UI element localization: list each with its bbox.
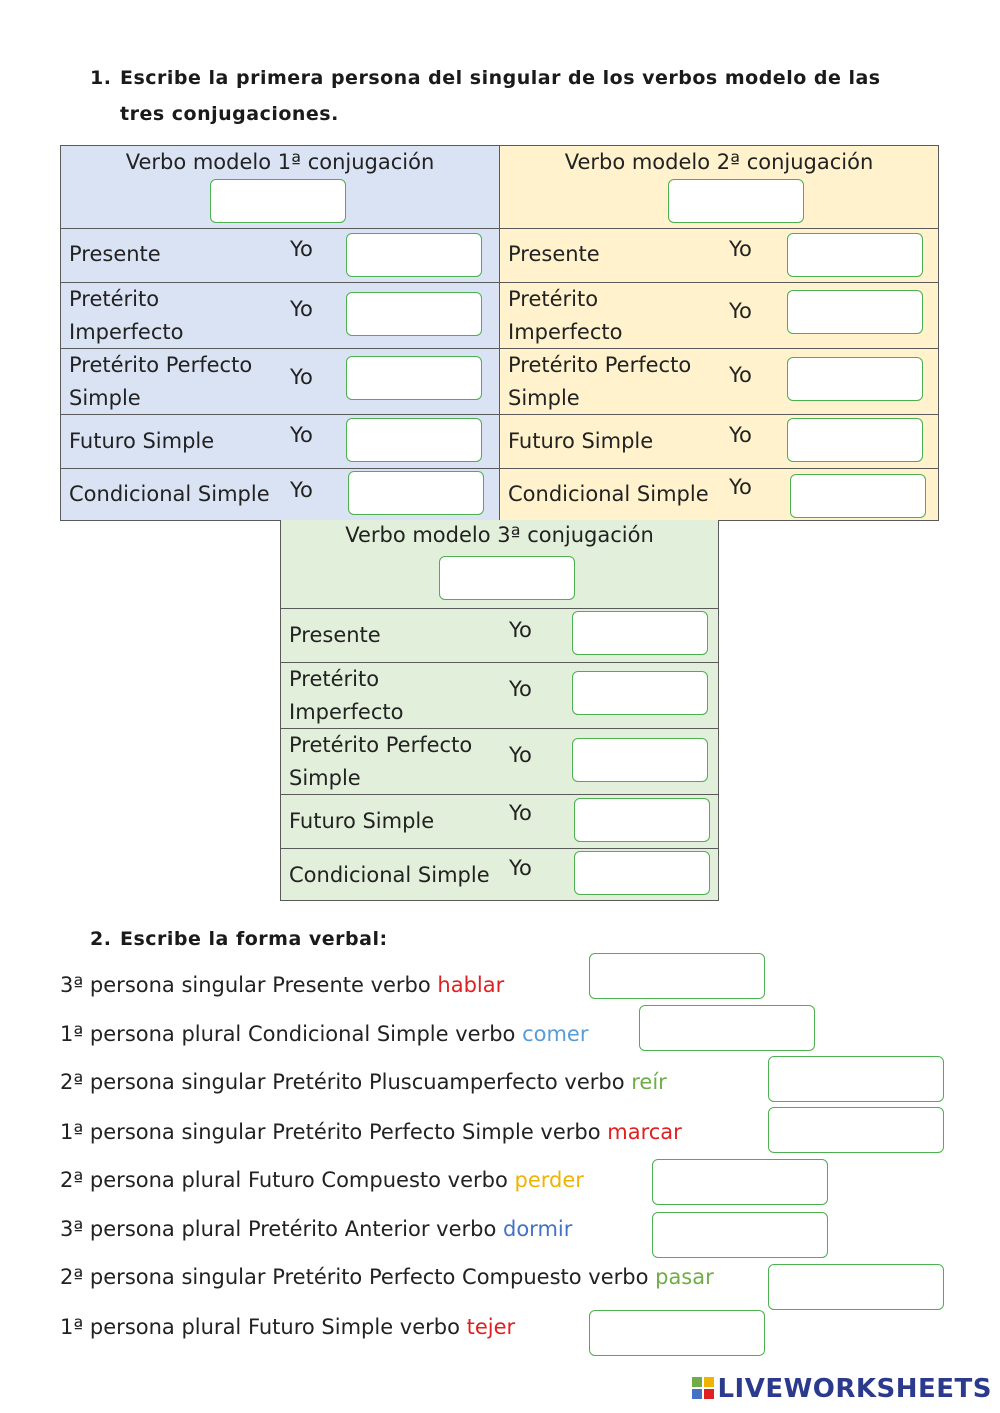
watermark-text: LIVEWORKSHEETS xyxy=(717,1374,992,1404)
answer-input[interactable] xyxy=(589,1310,765,1356)
answer-input[interactable] xyxy=(790,474,926,518)
list-item xyxy=(60,1022,588,1046)
item-prompt: 2ª persona plural Futuro Compuesto verbo xyxy=(60,1168,515,1192)
answer-input[interactable] xyxy=(346,233,482,277)
tense-label: Pretérito Imperfecto xyxy=(508,287,623,344)
answer-input[interactable] xyxy=(348,471,484,515)
tense-label: Presente xyxy=(69,242,161,266)
pronoun-label: Yo xyxy=(290,237,313,261)
answer-input[interactable] xyxy=(768,1107,944,1153)
table-header xyxy=(61,146,499,228)
list-item xyxy=(60,1120,682,1144)
answer-input[interactable] xyxy=(346,356,482,400)
exercise-1-heading xyxy=(90,60,930,132)
table-title: Verbo modelo 1ª conjugación xyxy=(125,150,435,174)
model-verb-input[interactable] xyxy=(439,556,575,600)
tense-label: Futuro Simple xyxy=(69,429,215,453)
exercise-1-instruction: Escribe la primera persona del singular de los verbos modelo de las tres conjugaciones. xyxy=(120,67,881,125)
item-prompt: 3ª persona singular Presente verbo xyxy=(60,973,438,997)
answer-input[interactable] xyxy=(572,738,708,782)
answer-input[interactable] xyxy=(572,671,708,715)
tense-label: Futuro Simple xyxy=(508,429,654,453)
item-verb: hablar xyxy=(437,973,505,997)
list-item xyxy=(60,1315,515,1339)
item-verb: comer xyxy=(522,1022,589,1046)
item-verb: perder xyxy=(514,1168,584,1192)
table-row xyxy=(500,414,938,468)
answer-input[interactable] xyxy=(639,1005,815,1051)
item-prompt: 2ª persona singular Pretérito Perfecto Compuesto verbo xyxy=(60,1265,656,1289)
tense-label: Presente xyxy=(289,623,381,647)
pronoun-label: Yo xyxy=(509,677,532,701)
answer-input[interactable] xyxy=(574,798,710,842)
list-item xyxy=(60,1168,584,1192)
table-row xyxy=(281,662,718,728)
table-row xyxy=(61,348,499,414)
table-header xyxy=(281,520,718,608)
table-row xyxy=(500,348,938,414)
answer-input[interactable] xyxy=(346,292,482,336)
answer-input[interactable] xyxy=(572,611,708,655)
answer-input[interactable] xyxy=(787,290,923,334)
tense-label: Presente xyxy=(508,242,600,266)
list-item xyxy=(60,1217,572,1241)
item-prompt: 1ª persona singular Pretérito Perfecto Simple verbo xyxy=(60,1120,608,1144)
pronoun-label: Yo xyxy=(729,423,752,447)
liveworksheets-watermark xyxy=(691,1374,992,1404)
tense-label: Pretérito Imperfecto xyxy=(69,287,184,344)
tense-label: Condicional Simple xyxy=(289,863,490,887)
table-row xyxy=(61,468,499,522)
table-second-conjugation xyxy=(499,145,939,521)
answer-input[interactable] xyxy=(787,418,923,462)
tense-label: Condicional Simple xyxy=(69,482,270,506)
table-row xyxy=(281,728,718,794)
model-verb-input[interactable] xyxy=(668,179,804,223)
table-row xyxy=(500,282,938,348)
tense-label: Pretérito Perfecto Simple xyxy=(289,733,473,790)
tense-label: Futuro Simple xyxy=(289,809,435,833)
pronoun-label: Yo xyxy=(729,363,752,387)
answer-input[interactable] xyxy=(787,233,923,277)
exercise-2-heading xyxy=(90,921,590,957)
pronoun-label: Yo xyxy=(290,297,313,321)
item-prompt: 1ª persona plural Condicional Simple verbo xyxy=(60,1022,523,1046)
table-title: Verbo modelo 2ª conjugación xyxy=(564,150,874,174)
table-row xyxy=(281,608,718,662)
tense-label: Pretérito Perfecto Simple xyxy=(508,353,692,410)
item-verb: pasar xyxy=(655,1265,714,1289)
item-prompt: 2ª persona singular Pretérito Pluscuamperfecto verbo xyxy=(60,1070,632,1094)
table-third-conjugation xyxy=(280,520,719,901)
model-verb-input[interactable] xyxy=(210,179,346,223)
tense-label: Condicional Simple xyxy=(508,482,709,506)
table-header xyxy=(500,146,938,228)
pronoun-label: Yo xyxy=(729,475,752,499)
pronoun-label: Yo xyxy=(509,743,532,767)
table-title: Verbo modelo 3ª conjugación xyxy=(345,523,654,547)
tense-label: Pretérito Imperfecto xyxy=(289,667,404,724)
answer-input[interactable] xyxy=(574,851,710,895)
table-row xyxy=(500,228,938,282)
pronoun-label: Yo xyxy=(290,365,313,389)
table-row xyxy=(281,794,718,848)
pronoun-label: Yo xyxy=(509,856,532,880)
list-item xyxy=(60,973,504,997)
answer-input[interactable] xyxy=(787,357,923,401)
item-verb: marcar xyxy=(607,1120,682,1144)
list-item xyxy=(60,1070,667,1094)
answer-input[interactable] xyxy=(346,418,482,462)
pronoun-label: Yo xyxy=(290,423,313,447)
table-row xyxy=(61,414,499,468)
item-verb: reír xyxy=(631,1070,667,1094)
table-row xyxy=(61,228,499,282)
exercise-2-instruction: Escribe la forma verbal: xyxy=(120,928,388,950)
table-row xyxy=(61,282,499,348)
table-row xyxy=(500,468,938,522)
answer-input[interactable] xyxy=(652,1212,828,1258)
exercise-2-number: 2. xyxy=(90,928,112,950)
list-item xyxy=(60,1265,714,1289)
answer-input[interactable] xyxy=(768,1264,944,1310)
pronoun-label: Yo xyxy=(509,801,532,825)
pronoun-label: Yo xyxy=(509,618,532,642)
tense-label: Pretérito Perfecto Simple xyxy=(69,353,253,410)
liveworksheets-logo-icon xyxy=(691,1376,715,1400)
pronoun-label: Yo xyxy=(729,237,752,261)
table-first-conjugation xyxy=(60,145,500,521)
table-row xyxy=(281,848,718,901)
exercise-1-number: 1. xyxy=(90,67,112,89)
answer-input[interactable] xyxy=(768,1056,944,1102)
item-prompt: 3ª persona plural Pretérito Anterior verbo xyxy=(60,1217,503,1241)
answer-input[interactable] xyxy=(652,1159,828,1205)
answer-input[interactable] xyxy=(589,953,765,999)
item-verb: dormir xyxy=(503,1217,573,1241)
pronoun-label: Yo xyxy=(290,478,313,502)
item-verb: tejer xyxy=(466,1315,516,1339)
pronoun-label: Yo xyxy=(729,299,752,323)
item-prompt: 1ª persona plural Futuro Simple verbo xyxy=(60,1315,467,1339)
